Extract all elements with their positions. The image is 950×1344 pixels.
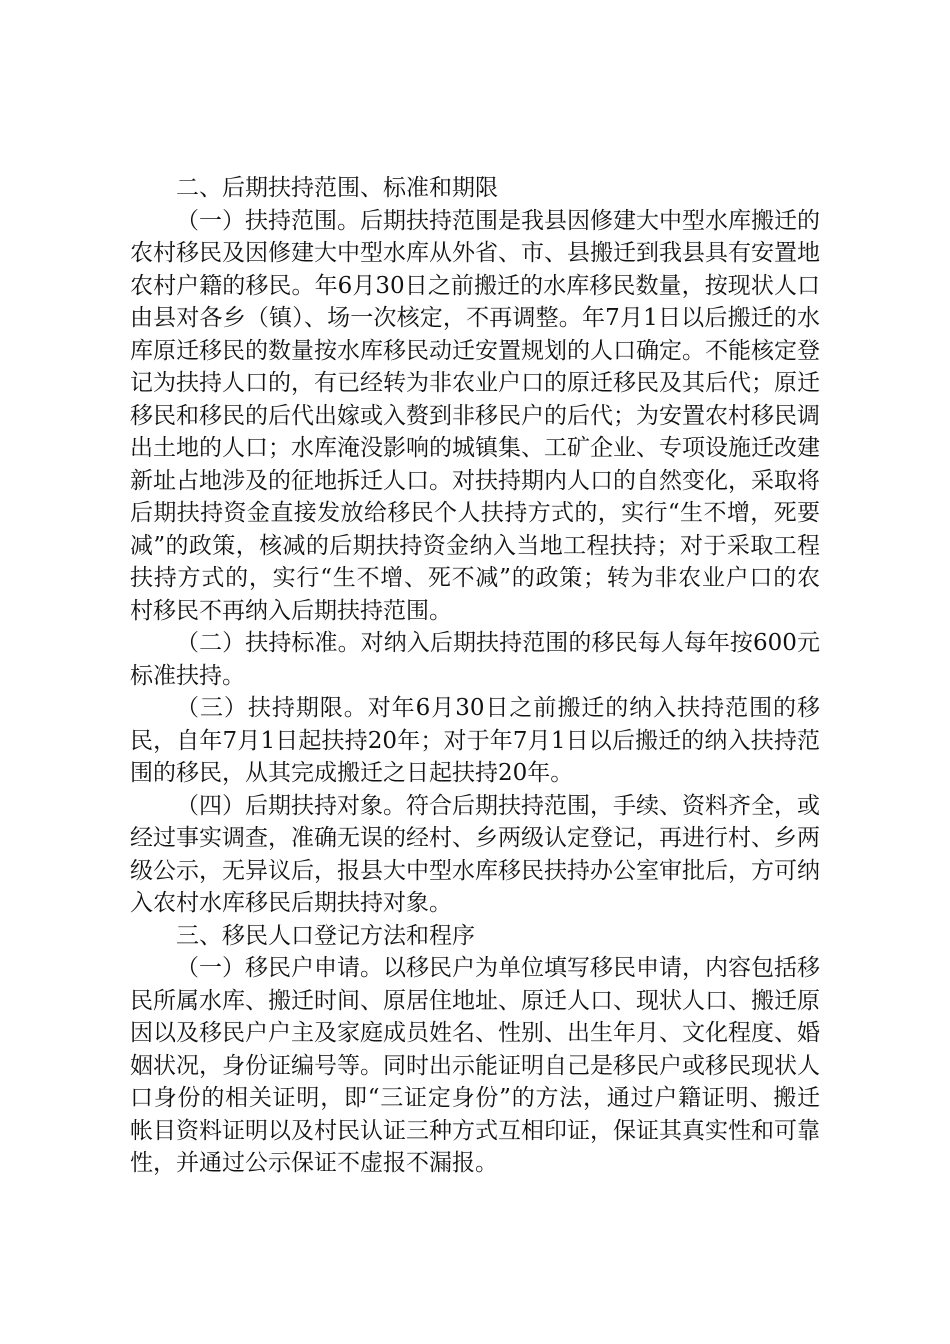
section-heading-3: 三、移民人口登记方法和程序: [176, 922, 475, 949]
paragraph-support-scope: （一）扶持范围。后期扶持范围是我县因修建大中型水库搬迁的农村移民及因修建大中型水库从外省、市、县搬迁到我县具有安置地农村户籍的移民。年6月30日之前搬迁的水库移民数量，按现状人口由县对各乡（镇）、场一次核定，不再调整。年7月1日以后搬迁的水库原迁移民的数量按水库移民动迁安置规划的人口确定。不能核定登记为扶持人口的，有已经转为非农业户口的原迁移民及其后代；原迁移民和移民的后代出嫁或入赘到非移民户的后代；为安置农村移民调出土地的人口；水库淹没影响的城镇集、工矿企业、专项设施迁改建新址占地涉及的征地拆迁人口。对扶持期内人口的自然变化，采取将后期扶持资金直接发放给移民个人扶持方式的，实行“生不增，死要减”的政策，核减的后期扶持资金纳入当地工程扶持；对于采取工程扶持方式的，实行“生不增、死不减”的政策；转为非农业户口的农村移民不再纳入后期扶持范围。: [130, 207, 820, 624]
paragraph-support-standard: （二）扶持标准。对纳入后期扶持范围的移民每人每年按600元标准扶持。: [130, 630, 820, 689]
paragraph-support-period: （三）扶持期限。对年6月30日之前搬迁的纳入扶持范围的移民，自年7月1日起扶持20年；对于年7月1日以后搬迁的纳入扶持范围的移民，从其完成搬迁之日起扶持20年。: [130, 695, 820, 786]
paragraph-household-application: （一）移民户申请。以移民户为单位填写移民申请，内容包括移民所属水库、搬迁时间、原居住地址、原迁人口、现状人口、搬迁原因以及移民户户主及家庭成员姓名、性别、出生年月、文化程度、婚姻状况，身份证编号等。同时出示能证明自己是移民户或移民现状人口身份的相关证明，即“三证定身份”的方法，通过户籍证明、搬迁帐目资料证明以及村民认证三种方式互相印证，保证其真实性和可靠性，并通过公示保证不虚报不漏报。: [130, 955, 820, 1176]
paragraph-support-target: （四）后期扶持对象。符合后期扶持范围，手续、资料齐全，或经过事实调查，准确无误的经村、乡两级认定登记，再进行村、乡两级公示，无异议后，报县大中型水库移民扶持办公室审批后，方可纳入农村水库移民后期扶持对象。: [130, 792, 820, 916]
section-heading-2: 二、后期扶持范围、标准和期限: [176, 175, 498, 201]
document-body: [130, 172, 820, 1180]
